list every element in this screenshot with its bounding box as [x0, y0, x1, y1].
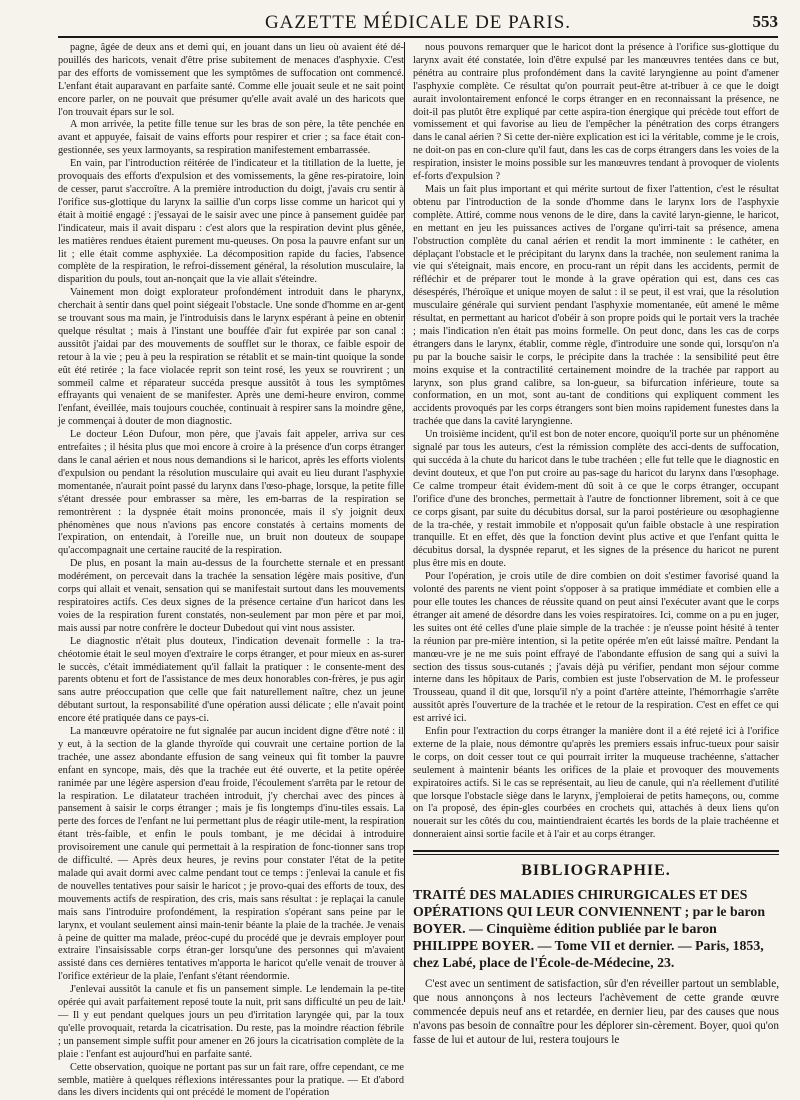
- paragraph: Le docteur Léon Dufour, mon père, que j'avais fait appeler, arriva sur ces entrefaites ; il hésita plus que moi encore à croire à la présence d'un corps étranger dans le canal aérien et nous nous demandions si le haricot, après les efforts violents d'expulsion ou pendant la résolution musculaire qui avait eu lieu durant l'asphyxie momentanée, n'aurait point passé du larynx dans l'œso-phage, lorsque, la petite fille s'étant dressée pour embrasser sa mère, les em-barras de la respiration se remontrèrent : la dyspnée était moins prononcée, mais il s'y joignit deux phénomènes que nous n'avions pas encore constatés à certains moments de l'expiration, on entendait, à l'oreille nue, un bruit non douteux de soupape qu'accompagnait une certaine raucité de la respiration.: [58, 429, 404, 557]
- section-rule: [413, 850, 779, 855]
- paragraph: Vainement mon doigt explorateur profondément introduit dans le pharynx, cherchait à sentir dans quel point siégeait l'obstacle. Une sonde d'homme en ar-gent se trouvant sous ma main, je l'introduisis dans le larynx espérant à peine en obtenir quelque résultat ; mais à l'instant une bouffée d'air fut expirée par son canal : aussitôt j'aidai par des mouvements de soufflet sur le thorax, ce faible espoir de retour à la vie ; peu à peu la respiration se rétablit et se main-tint quoique la sonde eût été retirée ; la face violacée reprit son teint rosé, les yeux se rouvrirent ; un sommeil calme et réparateur succéda presque aussitôt à tous les symptômes effrayants qui venaient de se manifester. Après une demi-heure environ, comme l'enfant, éveillée, mais toujours couchée, continuait à respirer sans la moindre gêne, je commençai à douter de mon diagnostic.: [58, 287, 404, 428]
- page-number: 553: [752, 12, 778, 31]
- paragraph: Pour l'opération, je crois utile de dire combien on doit s'estimer favorisé quand la volonté des parents ne vient point s'opposer à sa pratique immédiate et combien elle a pour elle toutes les chances de réussite quand on peut ainsi l'exécuter avant que le corps étranger ait amené de désordre dans les voies respiratoires. Ici, comme on a pu en juger, les suites ont été celles d'une plaie simple de la trachée : je n'eusse point hésité à tenter la réunion par pre-mière intention, si la petite opérée m'en eût laissé maître. Pendant la manœu-vre je ne me suis point effrayé de l'abondante effusion de sang qui a suivi la section des tissus sous-cutanés ; j'avais déjà pu vérifier, pendant mon séjour comme interne dans les hôpitaux de Paris, combien est juste l'observation de M. le professeur Trousseau, quand il dit que, lorsqu'il n'y a point d'artère atteinte, l'hémorrhagie s'arrête aussitôt après l'ouverture de la trachée et le retour de la respiration. C'est en effet ce qui est arrivé ici.: [413, 571, 779, 725]
- paragraph: Cette observation, quoique ne portant pas sur un fait rare, offre cependant, ce me semble, matière à quelques réflexions intéressantes pour la pratique. — Et d'abord dans les divers incidents qui ont précédé le moment de l'opération: [58, 1061, 404, 1099]
- paragraph: En vain, par l'introduction réitérée de l'indicateur et la titillation de la luette, je provoquais des efforts d'expulsion et des vomissements, la gêne res-piratoire, loin de cesser, parut s'accroître. A la première introduction du doigt, j'avais cru sentir à l'orifice sus-glottique du larynx la saillie d'un corps lisse comme un haricot qui y était à moitié engagé : j'essayai de le saisir avec une pince à pansement guidée par l'indicateur, mais il avait disparu : c'est alors que la respiration devint plus gênée, les matières rendues étaient purement mu-queuses. On posa la pauvre enfant sur un lit ; elle était comme asphyxiée. La décomposition rapide du facies, l'absence complète de la respiration, le refroi-dissement général, la résolution musculaire, la disparition du pouls, tout an-nonçait que la vie allait s'éteindre.: [58, 158, 404, 286]
- right-column: [413, 42, 779, 1050]
- paragraph: J'enlevai aussitôt la canule et fis un pansement simple. Le lendemain la pe-tite opérée qui avait parfaitement reposé toute la nuit, prit sans difficulté un peu de lait. — Il y eut pendant quelques jours un peu d'irritation laryngée qui, par la toux qu'elle provoquait, retarda la cicatrisation. Du reste, pas la moindre réaction fébrile ; un pansement simple suffit pour amener en 26 jours la cicatrisation complète de la plaie : l'enfant est aujourd'hui en parfaite santé.: [58, 984, 404, 1060]
- paragraph: De plus, en posant la main au-dessus de la fourchette sternale et en pressant modérément, on percevait dans la trachée la sensation légère mais positive, d'un corps qui allait et venait, sensation qui se manifestait surtout dans les mouvements respiratoires actifs. Ces deux signes de la présence certaine d'un haricot dans les voies de la respiration furent constatés, non-seulement par mon père et par moi, mais aussi par notre confrère le docteur Dubedout qui vint nous assister.: [58, 558, 404, 634]
- bibliography-body: C'est avec un sentiment de satisfaction, sûr d'en réveiller partout un semblable, que nous annonçons à nos lecteurs l'achèvement de cette grande œuvre commencée depuis neuf ans et retardée, en dernier lieu, par des causes que nous n'avons pas besoin de connaître pour les déplorer sin-cèrement. Boyer, quoi qu'on fasse de lui et autour de lui, restera toujours le: [413, 978, 779, 1047]
- paragraph: Un troisième incident, qu'il est bon de noter encore, quoiqu'il porte sur un phénomène signalé par tous les auteurs, c'est la rémission complète des acci-dents de suffocation, qui succéda à la chute du haricot dans le tube trachéen ; elle fut telle que le diagnostic en devint douteux, et que l'on put croire au pas-sage du haricot du larynx dans l'œsophage. Ce calme trompeur était évidem-ment dû soit à ce que le corps étranger, occupant l'orifice d'une des bronches, permettait à l'autre de fonctionner librement, soit à ce que ce corps gisant, par suite du décubitus dorsal, sur la paroi postérieure ou œsophagienne de la tra-chée, y restait immobile et n'opposait qu'un faible obstacle à une respiration tranquille. Et en effet, dès que la fonction devint plus active et que l'enfant quitta le décubitus dorsal, la dyspnée reparut, et les signes de la présence du haricot ne purent plus être mis en doute.: [413, 429, 779, 570]
- paragraph: nous pouvons remarquer que le haricot dont la présence à l'orifice sus-glottique du larynx avait été constatée, loin d'être expulsé par les manœuvres tentées dans ce but, pénétra au contraire plus profondément dans la cavité laryngienne au point d'amener l'asphyxie complète. Ce résultat qu'on pourrait peut-être at-tribuer à ce que le doigt aurait involontairement enfoncé le corps étranger en en reconnaissant la présence, ne doit-il pas plutôt être expliqué par cette aspira-tion énergique qui précède tout effort de vomissement et qui favorise au lieu de l'empêcher la pénétration des corps étrangers dans le canal aérien ? Si cette der-nière explication est ici la véritable, comme je le crois, ne doit-on pas en con-clure qu'il faut, dans les cas de corps étrangers dans les voies de la respiration, insister le moins possible sur les manœuvres tendant à provoquer de violents ef-forts d'expulsion ?: [413, 42, 779, 183]
- paragraph: Le diagnostic n'était plus douteux, l'indication devenait formelle : la tra-chéotomie était le seul moyen d'extraire le corps étranger, et pour mieux en as-surer le succès, c'était immédiatement qu'il fallait la pratiquer : le consente-ment des parents obtenu et fort de l'assistance de mes deux honorables con-frères, je pus agir sans autre préoccupation que celle que fait naturellement naître, chez un jeune débutant surtout, la responsabilité d'une opération aussi délicate ; elle n'avait point encore été pratiquée dans ce pays-ci.: [58, 635, 404, 725]
- paragraph: pagne, âgée de deux ans et demi qui, en jouant dans un lieu où avaient été dé-pouillés des haricots, venait d'être prise subitement de menaces d'asphyxie. C'est par des efforts de vomissement que les symptômes de suffocation ont commencé. L'enfant était auparavant en parfaite santé. Comme elle jouait seule et ne sait point encore parler, on ne pouvait que présumer qu'elle avait avalé un des haricots que l'on trouvait épars sur le sol.: [58, 42, 404, 118]
- journal-title: GAZETTE MÉDICALE DE PARIS.: [264, 12, 572, 33]
- paragraph: Enfin pour l'extraction du corps étranger la manière dont il a été rejeté ici à l'orifice externe de la plaie, nous démontre qu'après les premiers essais infruc-tueux pour saisir le corps, on doit cesser tout ce qui pourrait irriter la muqueuse trachéenne, s'attacher seulement à maintenir béants les orifices de la plaie et provoquer des mouvements expiratoires actifs. Si le cas se représentait, au lieu de canule, qui n'a réellement d'utilité que lorsque l'obstacle siège dans le larynx, j'emploierai de petits hameçons, ou, comme on l'a proposé, des épin-gles courbées en crochets qui, attachés à deux liens qu'on nouerait sur les côtés du cou, maintiendraient écartés les bords de la plaie trachéenne et donneraient ainsi sortie facile et à l'air et au corps étranger.: [413, 726, 779, 841]
- column-divider: [404, 42, 405, 1002]
- bibliography-reference: TRAITÉ DES MALADIES CHIRURGICALES ET DES OPÉRATIONS QUI LEUR CONVIENNENT ; par le baron BOYER. — Cinquième édition publiée par le baron PHILIPPE BOYER. — Tome VII et dernier. — Paris, 1853, chez Labé, place de l'École-de-Médecine, 23.: [413, 887, 766, 971]
- left-column: [58, 42, 404, 1099]
- paragraph: La manœuvre opératoire ne fut signalée par aucun incident digne d'être noté : il y eut, à la section de la glande thyroïde qui couvrait une certaine portion de la trachée, une assez abondante effusion de sang veineux qui fit tomber la pauvre enfant en syncope, mais, dès que la trachée eut été ouverte, et la petite opérée ranimée par une légère aspersion d'eau froide, l'écoulement s'arrêta par le retour de la respiration. Le dilatateur trachéen introduit, j'y cherchai avec des pinces à pansement à saisir le corps étranger ; mais je fis longtemps d'inu-tiles essais. La perte des forces de l'enfant ne lui permettant plus de réagir utile-ment, la respiration étant très-faible, et enfin le pouls tombant, je me décidai à introduire provisoirement une canule qui permettait à la respiration de fonc-tionner sans trop de difficulté. — Après deux heures, je revins pour constater l'état de la petite malade qui avait dormi avec calme pendant tout ce temps : j'enlevai la canule et fis de nouvelles tentatives pour saisir le haricot ; je provo-quai des efforts de toux, des mouvements actifs de respiration, des cris, mais sans résultat : je replaçai la canule mais sans l'introduire profondément, la respiration s'opérant sans peine par le larynx, et voulant seulement ainsi main-tenir béante la plaie de la trachée. Je venais à peine de quitter ma malade, préoc-cupé du procédé que je devrais employer pour extraire l'insaisissable corps étran-ger lorsqu'une des personnes qui m'avaient assisté dans ces dernières tentatives m'apporta le haricot qu'elle venait de trouver à l'orifice extérieur de la plaie, l'enfant s'étant réendormie.: [58, 726, 404, 983]
- paragraph: A mon arrivée, la petite fille tenue sur les bras de son père, la tête penchée en avant et appuyée, faisait de vains efforts pour respirer et crier ; sa face était con-gestionnée, ses yeux larmoyants, sa respiration manifestement embarrassée.: [58, 119, 404, 157]
- bibliography-heading: BIBLIOGRAPHIE.: [521, 862, 671, 880]
- page-header: [58, 12, 778, 38]
- paragraph: Mais un fait plus important et qui mérite surtout de fixer l'attention, c'est le résultat obtenu par l'introduction de la sonde d'homme dans le larynx lors de l'asphyxie complète. Attiré, comme nous venons de le dire, dans la cavité laryn-gienne, le haricot, en mettant en jeu les puissances actives de l'organe qu'irri-tait sa présence, amena l'obstruction complète du canal aérien et rendit la mort imminente : le cathéter, en déplaçant l'obstacle et le précipitant du larynx dans la trachée, non seulement ranima la vie qui s'éteignait, mais encore, en procu-rant un répit dans les accidents, permit de réfléchir et de préparer tout le monde à la grave opération qui est, dans ces cas désespérés, l'héroïque et unique moyen de salut : il se peut, il est vrai, que la résolution musculaire générale qui survient pendant l'asphyxie momentanée, eût amené le même résultat, en permettant au haricot d'obéir à son propre poids qui le portait vers la trachée ; mais l'indication n'en était pas moins formelle. On peut donc, dans les cas de corps étrangers dans le larynx, établir, comme règle, d'introduire une sonde qui, lorsqu'on n'a pu par la bouche saisir le corps, le précipite dans la trachée : la sensibilité peut être moins exquise et la contractilité certainement moindre de la trachée par rapport au larynx, son plus grand calibre, sa lon-gueur, sa bifurcation inférieure, toute sa conformation, en un mot, sont au-tant de conditions qui expliquent comment les accidents provoqués par les corps étrangers sont bien moins rapidement funestes dans la trachée que dans la cavité laryngienne.: [413, 183, 779, 428]
